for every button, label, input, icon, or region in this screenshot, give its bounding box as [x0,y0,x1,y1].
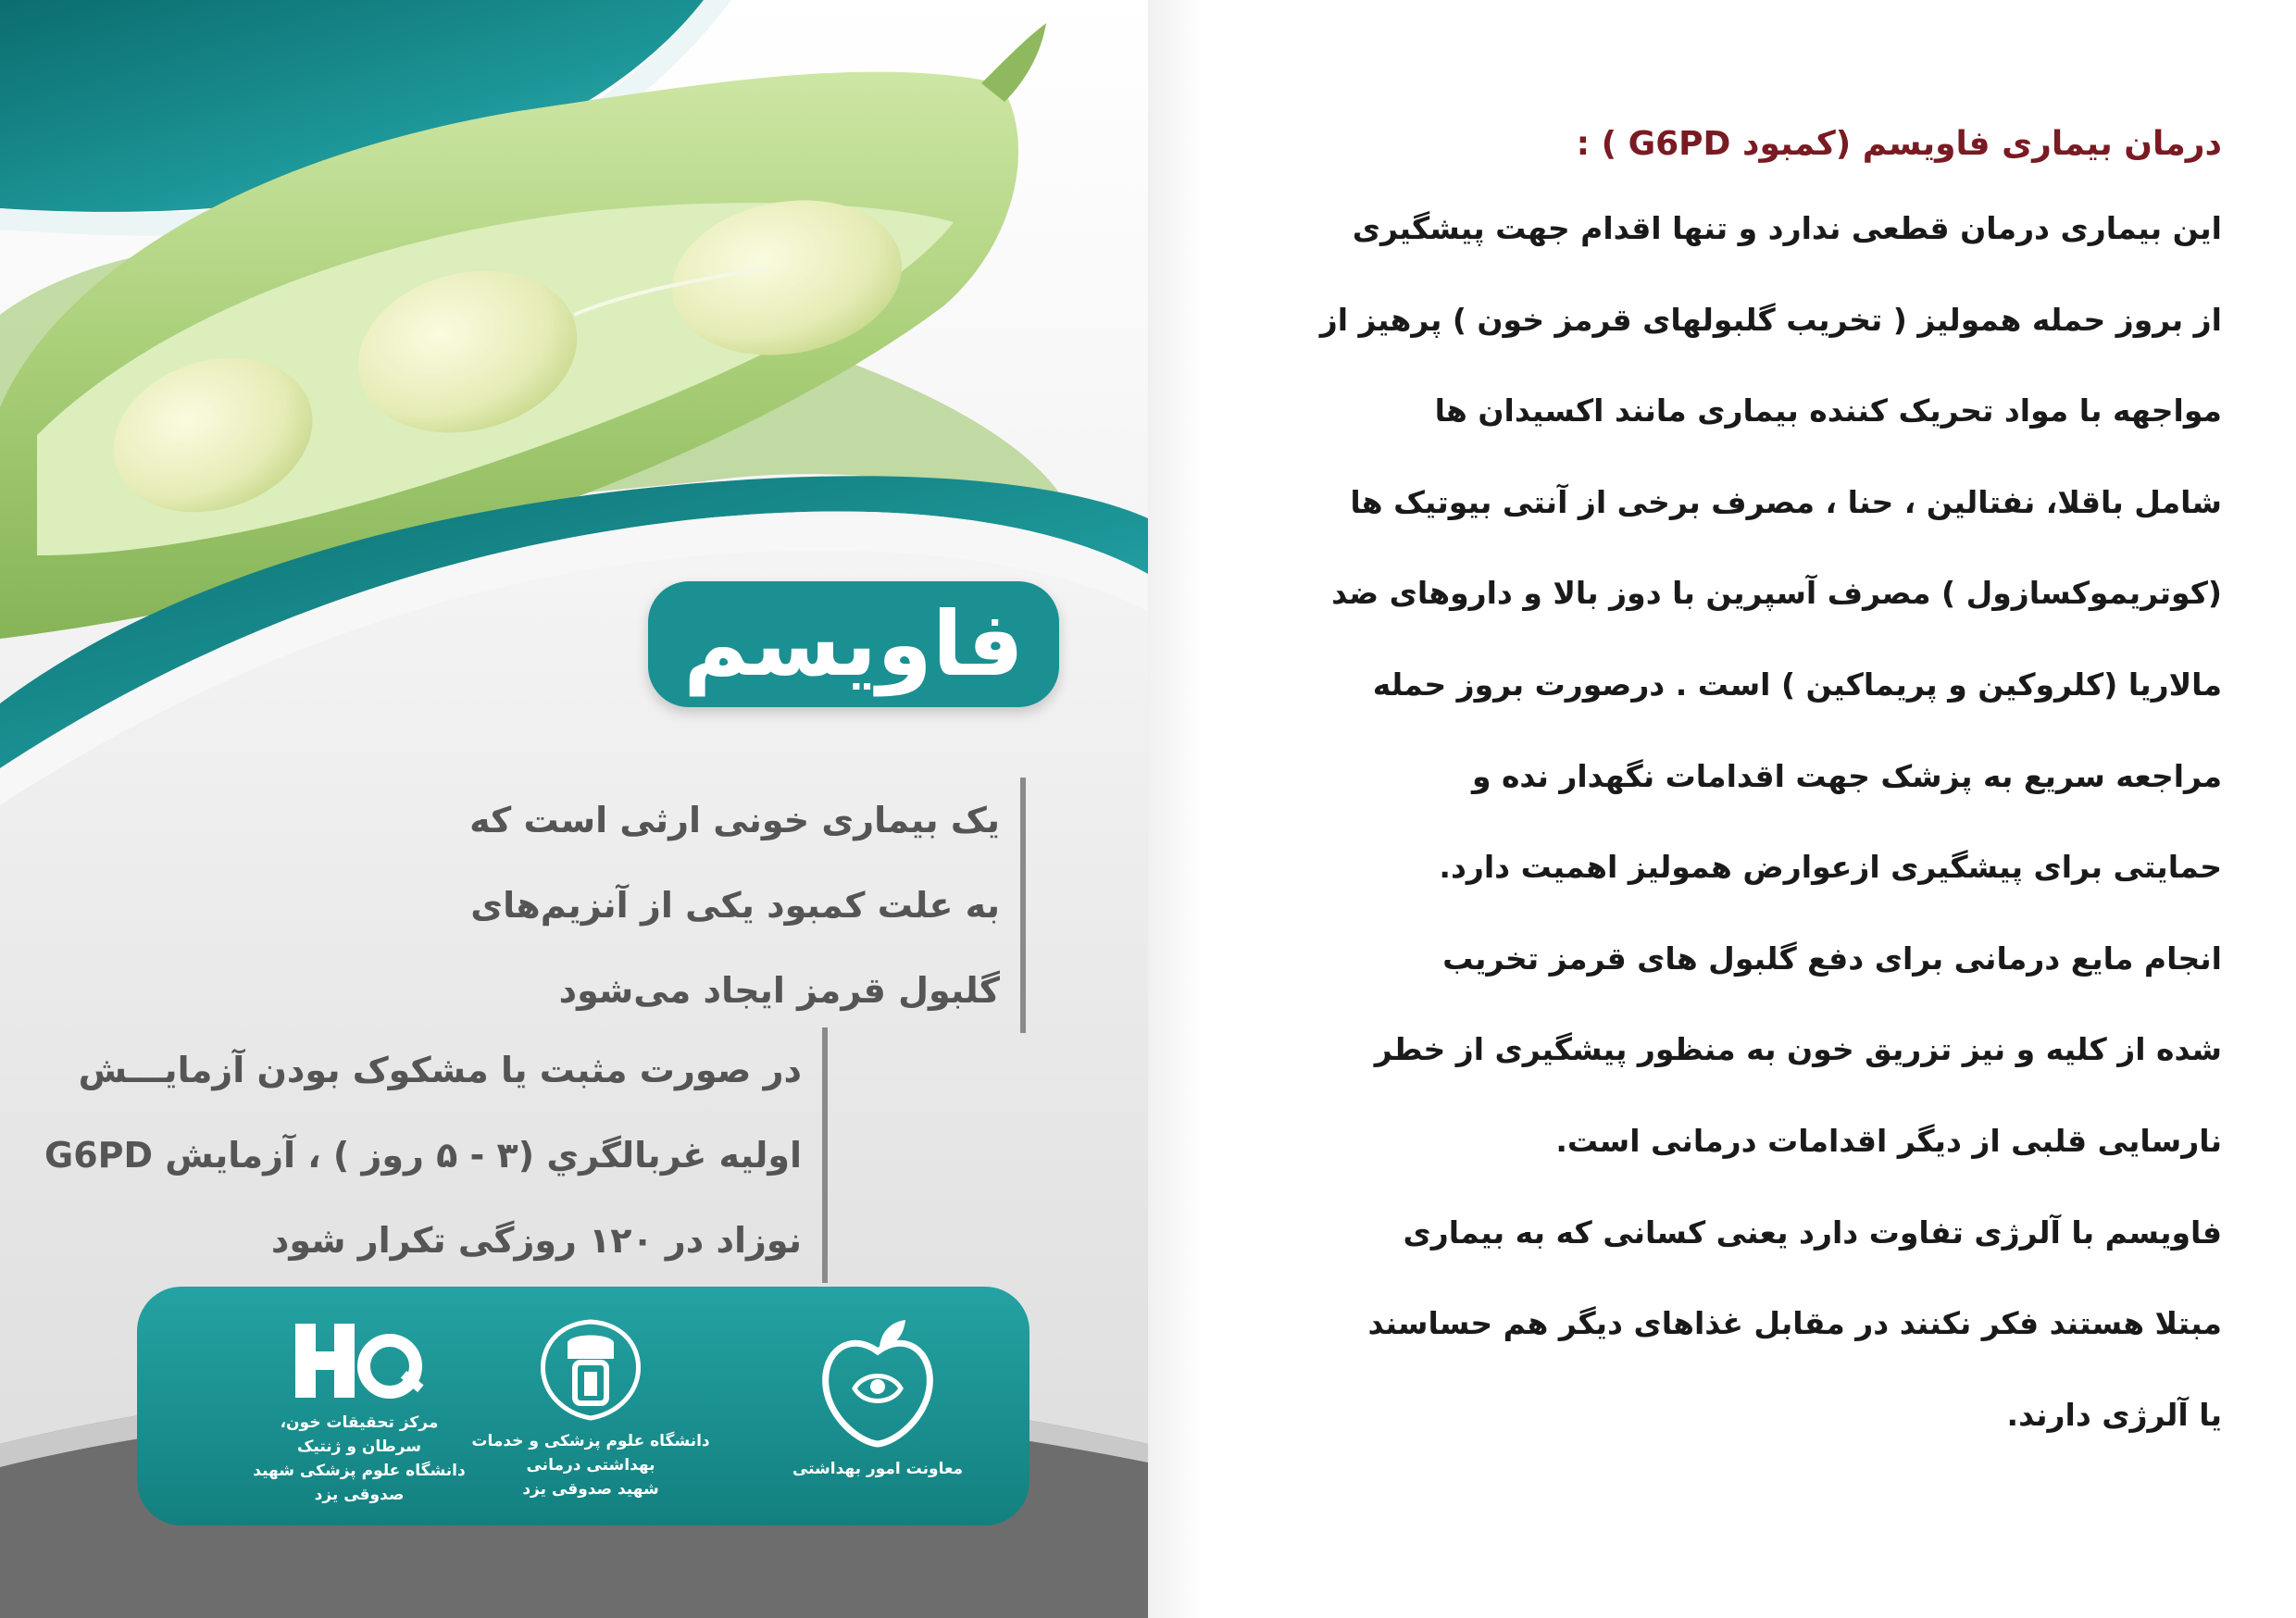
article-line: این بیماری درمان قطعی ندارد و تنها اقدام جهت پیشگیری [1352,210,2222,246]
hq-caption-line: مرکز تحقیقات خون، سرطان و ژنتیک [280,1413,439,1456]
article-line: شده از کلیه و نیز تزریق خون به منظور پیشگیری از خطر [1374,1031,2222,1068]
intro-line: به علت کمبود یکی از آنزیم‌های [470,885,1000,926]
article-line: مبتلا هستند فکر نکنند در مقابل غذاهای دیگر هم حساسند [1367,1305,2222,1342]
article-line: انجام مایع درمانی برای دفع گلبول های قرمز تخریب [1442,940,2222,977]
article-line: نارسایی قلبی از دیگر اقدامات درمانی است. [1555,1122,2222,1159]
university-emblem-icon [530,1314,651,1425]
intro-line: یک بیماری خونی ارثی است که [469,800,1000,840]
article-line: (کوتریموکسازول ) مصرف آسپرین با دوز بالا و داروهای ضد [1331,575,2222,612]
article-line: یا آلرژی دارند. [2006,1396,2222,1433]
intro-line: گلبول قرمز ایجاد می‌شود [558,970,1000,1011]
test-line: اولیه غربالگري (۳ - ۵ روز ) ، آزمایش G6PD [44,1135,802,1176]
article-line: مواجهه با مواد تحریک کننده بیماری مانند اکسیدان ها [1434,392,2222,429]
title-badge [648,581,1059,707]
article-line: از بروز حمله همولیز ( تخریب گلبولهای قرمز خون ) پرهیز از [1319,301,2222,338]
article-line: مالاریا (کلروکین و پریماکین ) است . درصورت بروز حمله [1372,666,2222,703]
intro-text-block [426,778,1026,1033]
title-text: فاویسم [683,592,1024,696]
test-text-block [44,1027,828,1283]
logo-bar [137,1287,1029,1525]
right-panel [1148,0,2296,1618]
article-line: شامل باقلا، نفتالین ، حنا ، مصرف برخی از آنتی بیوتیک ها [1350,483,2222,520]
hq-caption-line: دانشگاه علوم پزشکی شهید صدوقی یزد [253,1462,466,1504]
test-line: نوزاد در ۱۲۰ روزگی تکرار شود [270,1220,802,1261]
test-line: در صورت مثبت یا مشکوک بودن آزمایـــش [78,1050,802,1090]
university-logo [461,1314,720,1501]
article-line: فاویسم با آلرژی تفاوت دارد یعنی کسانی که به بیماری [1403,1214,2222,1251]
apple-heart-icon [813,1314,942,1453]
fold-shadow [1148,0,1204,1618]
university-caption-line: دانشگاه علوم پزشکی و خدمات بهداشتی درمانی [471,1432,710,1475]
hq-mark-icon [290,1314,429,1407]
article-line: حمایتی برای پیشگیری ازعوارض همولیز اهمیت دارد. [1439,849,2222,886]
health-caption: معاونت امور بهداشتی [792,1460,964,1478]
article-title: درمان بیماری فاویسم (کمبود G6PD ) : [1576,125,2222,163]
health-logo [785,1314,970,1481]
treatment-article [1213,118,2222,1461]
article-line: مراجعه سریع به پزشک جهت اقدامات نگهدار نده و [1471,757,2222,794]
university-caption-line: شهید صدوقی یزد [522,1480,659,1499]
hq-logo [248,1314,470,1507]
